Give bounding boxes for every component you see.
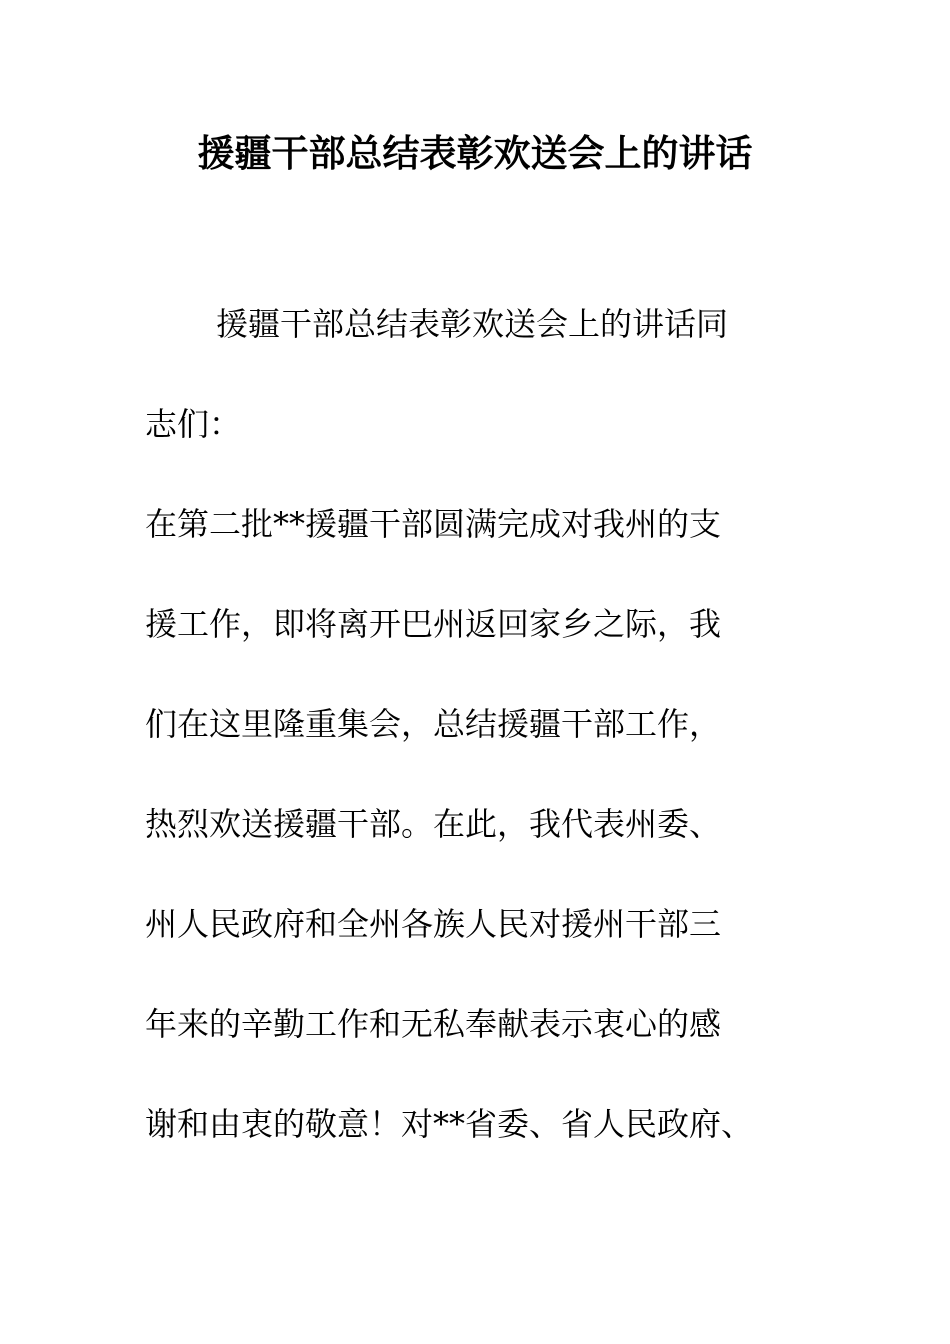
paragraph-line: 在第二批**援疆干部圆满完成对我州的支 bbox=[145, 505, 722, 543]
paragraph-line: 们在这里隆重集会，总结援疆干部工作， bbox=[145, 705, 722, 743]
paragraph-line: 志们： bbox=[145, 405, 242, 443]
document-title: 援疆干部总结表彰欢送会上的讲话 bbox=[197, 132, 753, 175]
paragraph-line: 热烈欢送援疆干部。在此，我代表州委、 bbox=[145, 805, 722, 843]
paragraph-line: 援疆干部总结表彰欢送会上的讲话同 bbox=[216, 305, 729, 343]
paragraph-line: 谢和由衷的敬意！对**省委、省人民政府、 bbox=[145, 1105, 754, 1143]
paragraph-line: 州人民政府和全州各族人民对援州干部三 bbox=[145, 905, 722, 943]
paragraph-line: 年来的辛勤工作和无私奉献表示衷心的感 bbox=[145, 1005, 722, 1043]
paragraph-line: 援工作，即将离开巴州返回家乡之际，我 bbox=[145, 605, 722, 643]
